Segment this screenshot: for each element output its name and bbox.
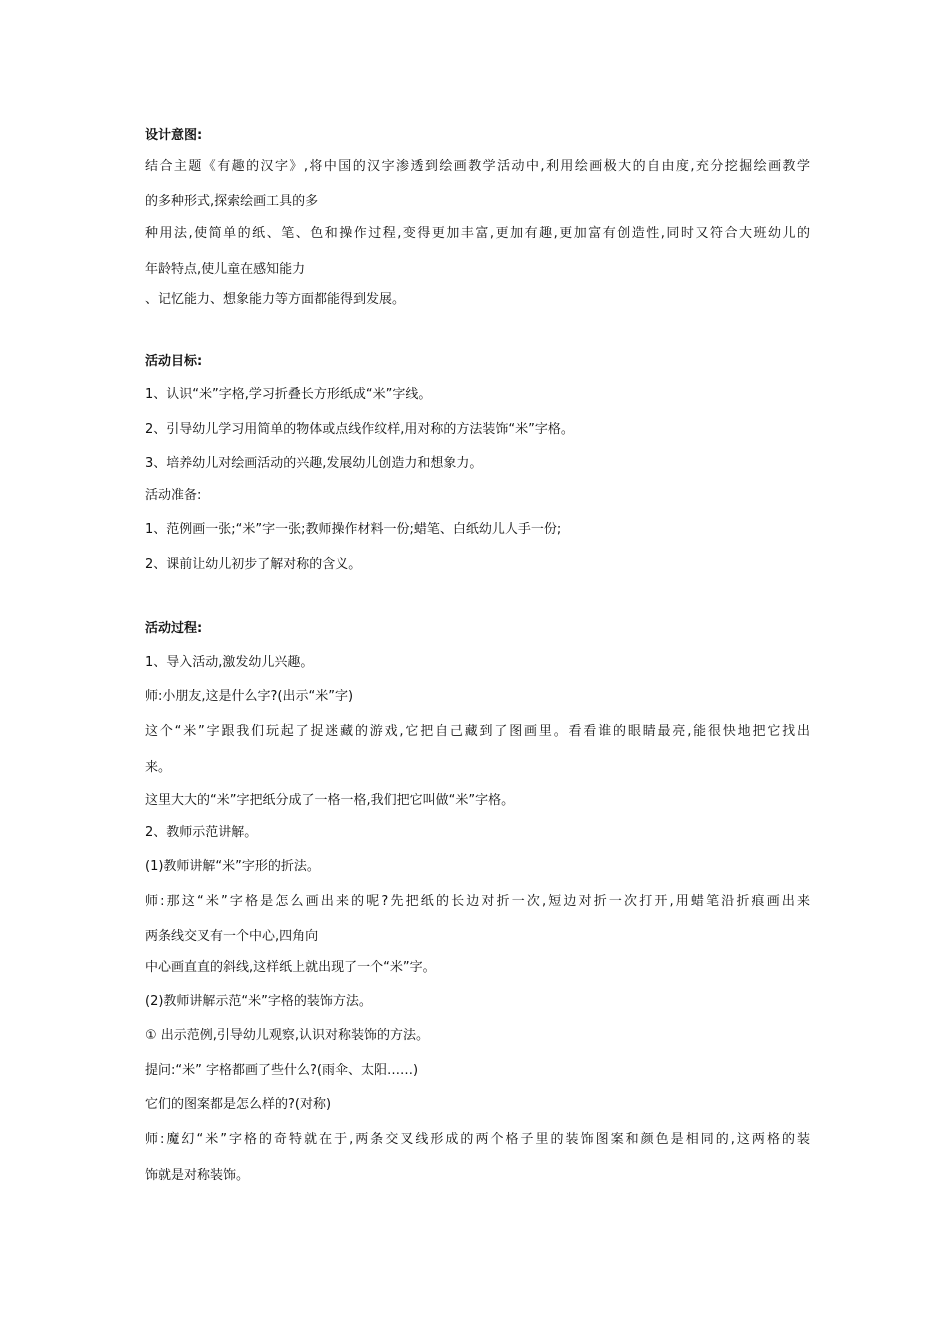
process-line-9: 两条线交叉有一个中心,四角向 — [145, 929, 319, 944]
process-heading: 活动过程: — [145, 621, 203, 636]
process-line-3: 这个“米”字跟我们玩起了捉迷藏的游戏,它把自己藏到了图画里。看看谁的眼睛最亮,能很快地把它找出 — [145, 724, 810, 739]
design-intent-line-3: 种用法,使简单的纸、笔、色和操作过程,变得更加丰富,更加有趣,更加富有创造性,同时又符合大班幼儿的 — [145, 226, 810, 241]
preparation-heading: 活动准备: — [145, 488, 202, 503]
process-line-11: (2)教师讲解示范“米”字格的装饰方法。 — [145, 994, 372, 1009]
design-intent-line-4: 年龄特点,使儿童在感知能力 — [145, 262, 306, 277]
goal-item-3: 3、培养幼儿对绘画活动的兴趣,发展幼儿创造力和想象力。 — [145, 456, 483, 471]
process-line-12: ① 出示范例,引导幼儿观察,认识对称装饰的方法。 — [145, 1028, 430, 1043]
process-line-14: 它们的图案都是怎么样的?(对称) — [145, 1097, 332, 1112]
preparation-item-1: 1、范例画一张;“米”字一张;教师操作材料一份;蜡笔、白纸幼儿人手一份; — [145, 522, 562, 537]
design-intent-heading: 设计意图: — [145, 128, 203, 143]
process-line-16: 饰就是对称装饰。 — [145, 1168, 250, 1183]
process-line-15: 师:魔幻“米”字格的奇特就在于,两条交叉线形成的两个格子里的装饰图案和颜色是相同的,这两格的装 — [145, 1132, 810, 1147]
process-line-13: 提问:“米” 字格都画了些什么?(雨伞、太阳……) — [145, 1063, 419, 1078]
design-intent-line-2: 的多种形式,探索绘画工具的多 — [145, 194, 319, 209]
process-line-6: 2、教师示范讲解。 — [145, 825, 258, 840]
design-intent-line-1: 结合主题《有趣的汉字》,将中国的汉字渗透到绘画教学活动中,利用绘画极大的自由度,充分挖掘绘画教学 — [145, 159, 810, 174]
process-line-5: 这里大大的“米”字把纸分成了一格一格,我们把它叫做“米”字格。 — [145, 793, 515, 808]
goal-item-2: 2、引导幼儿学习用简单的物体或点线作纹样,用对称的方法装饰“米”字格。 — [145, 422, 574, 437]
goal-item-1: 1、认识“米”字格,学习折叠长方形纸成“米”字线。 — [145, 387, 432, 402]
preparation-item-2: 2、课前让幼儿初步了解对称的含义。 — [145, 557, 362, 572]
process-line-4: 来。 — [145, 760, 172, 775]
design-intent-line-5: 、记忆能力、想象能力等方面都能得到发展。 — [145, 292, 406, 307]
process-line-8: 师:那这“米”字格是怎么画出来的呢?先把纸的长边对折一次,短边对折一次打开,用蜡笔沿折痕画出来 — [145, 894, 810, 909]
process-line-10: 中心画直直的斜线,这样纸上就出现了一个“米”字。 — [145, 960, 436, 975]
process-line-7: (1)教师讲解“米”字形的折法。 — [145, 859, 320, 874]
process-line-1: 1、导入活动,激发幼儿兴趣。 — [145, 655, 314, 670]
process-line-2: 师:小朋友,这是什么字?(出示“米”字) — [145, 689, 354, 704]
goals-heading: 活动目标: — [145, 354, 203, 369]
